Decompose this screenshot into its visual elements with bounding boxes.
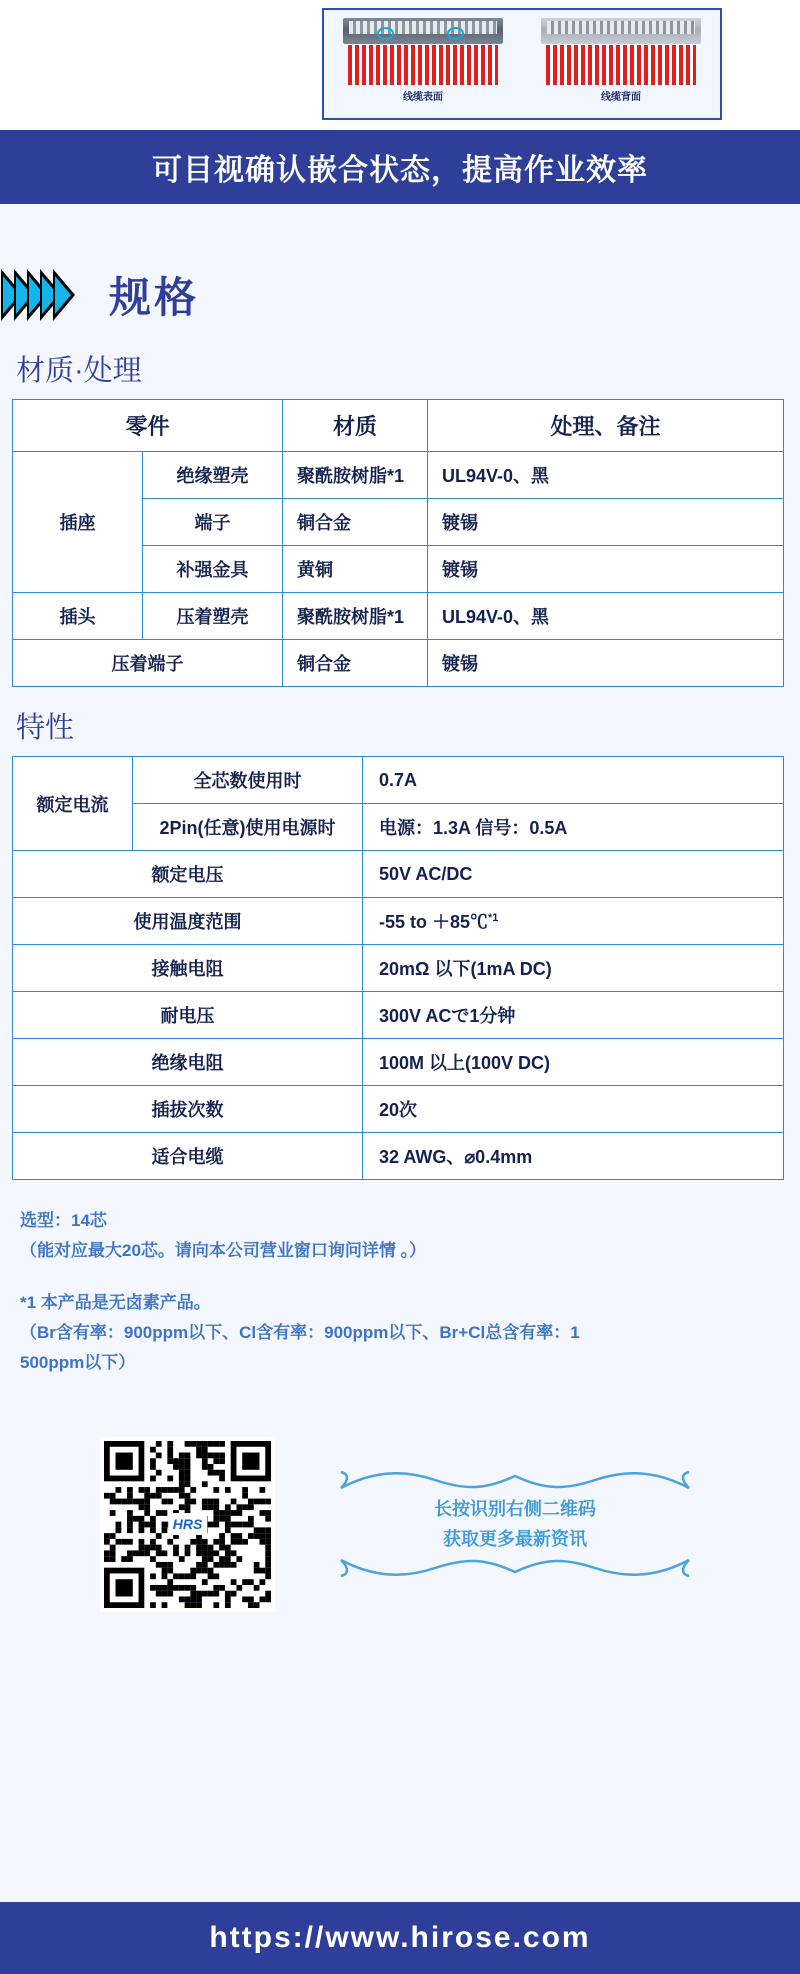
cell-value: 32 AWG、⌀0.4mm [363, 1133, 784, 1180]
table-row [13, 1039, 784, 1086]
spec-heading: 特性 [16, 712, 75, 744]
cell-treatment: 镀锡 [428, 640, 784, 687]
cell-value: 20mΩ 以下(1mA DC) [363, 945, 784, 992]
cell-label: 插拔次数 [13, 1086, 363, 1133]
cable-ribbon-back [546, 45, 696, 85]
column-header-part: 零件 [13, 400, 283, 452]
material-table [12, 399, 784, 687]
qr-code[interactable] [100, 1437, 275, 1612]
cell-material: 聚酰胺树脂*1 [283, 452, 428, 499]
cell-group: 插头 [13, 593, 143, 640]
table-row [13, 1086, 784, 1133]
connector-contacts [349, 21, 497, 34]
footer-bar [0, 1902, 800, 1974]
headline-banner [0, 130, 800, 204]
table-row [13, 757, 784, 804]
connector-back-caption: 线缆背面 [601, 92, 641, 103]
connector-front-view [338, 18, 508, 103]
latch-indicator-right-icon [447, 27, 464, 40]
notes-block [20, 1206, 776, 1378]
cell-value: 300V ACで1分钟 [363, 992, 784, 1039]
connector-contacts-back [547, 21, 695, 34]
cell-label: 接触电阻 [13, 945, 363, 992]
cell-material: 铜合金 [283, 640, 428, 687]
connector-back-view [536, 18, 706, 103]
chevron-group-icon [10, 269, 75, 321]
latch-indicator-left-icon [377, 27, 394, 40]
section-title: 规格 [109, 274, 200, 321]
cell-material: 黄铜 [283, 546, 428, 593]
cell-group: 压着端子 [13, 640, 283, 687]
cell-value [363, 898, 784, 945]
website-url[interactable]: https://www.hirose.com [209, 1921, 591, 1954]
decorative-swirl-bottom-icon [335, 1554, 695, 1580]
cell-group: 插座 [13, 452, 143, 593]
cell-value: 100M 以上(100V DC) [363, 1039, 784, 1086]
chevron-right-icon [53, 269, 75, 321]
table-row [13, 593, 784, 640]
note-line-selection: 选型：14芯 [20, 1211, 107, 1230]
notes-spacer [20, 1266, 776, 1288]
table-row [13, 851, 784, 898]
connector-housing-dark [343, 18, 503, 44]
cell-part: 绝缘塑壳 [143, 452, 283, 499]
qr-cta-line-2: 获取更多最新资讯 [443, 1529, 587, 1549]
table-row [13, 992, 784, 1039]
cell-sublabel: 2Pin(任意)使用电源时 [133, 804, 363, 851]
cell-value-text: -55 to ＋85℃ [379, 912, 489, 932]
product-image-panel [0, 0, 800, 130]
column-header-treatment: 处理、备注 [428, 400, 784, 452]
connector-housing-light [541, 18, 701, 44]
table-header-row [13, 400, 784, 452]
specifications-section-header [0, 260, 800, 330]
cell-treatment: UL94V-0、黑 [428, 452, 784, 499]
headline-text: 可目视确认嵌合状态，提高作业效率 [152, 154, 648, 187]
cell-label: 绝缘电阻 [13, 1039, 363, 1086]
table-row [13, 945, 784, 992]
cell-value: 20次 [363, 1086, 784, 1133]
cell-label: 额定电流 [13, 757, 133, 851]
cell-label: 耐电压 [13, 992, 363, 1039]
footnote-marker: *1 [488, 912, 499, 924]
qr-section [0, 1424, 800, 1624]
hrs-logo: HRS [168, 1513, 208, 1535]
cell-label: 适合电缆 [13, 1133, 363, 1180]
column-header-material: 材质 [283, 400, 428, 452]
table-row [13, 452, 784, 499]
product-image-card [322, 8, 722, 120]
table-row [13, 1133, 784, 1180]
qr-cta-line-1: 长按识别右侧二维码 [434, 1499, 596, 1519]
qr-code-pattern [104, 1441, 271, 1608]
note-line-halogen-detail-2: 500ppm以下） [20, 1353, 136, 1372]
cell-treatment: 镀锡 [428, 546, 784, 593]
cell-part: 端子 [143, 499, 283, 546]
material-heading: 材质·处理 [16, 355, 142, 387]
note-line-selection-detail: （能对应最大20芯。请向本公司营业窗口询问详情 。） [20, 1241, 427, 1260]
cell-material: 聚酰胺树脂*1 [283, 593, 428, 640]
cable-ribbon-front [348, 45, 498, 85]
cell-material: 铜合金 [283, 499, 428, 546]
cell-value: 0.7A [363, 757, 784, 804]
note-line-halogen-detail-1: （Br含有率：900ppm以下、Cl含有率：900ppm以下、Br+Cl总含有率：1 [20, 1323, 580, 1342]
cell-part: 补强金具 [143, 546, 283, 593]
decorative-swirl-top-icon [335, 1468, 695, 1494]
cell-sublabel: 全芯数使用时 [133, 757, 363, 804]
qr-call-to-action [335, 1468, 695, 1580]
table-row [13, 898, 784, 945]
cell-label: 使用温度范围 [13, 898, 363, 945]
connector-front-caption: 线缆表面 [403, 92, 443, 103]
cell-treatment: 镀锡 [428, 499, 784, 546]
note-line-halogen: *1 本产品是无卤素产品。 [20, 1293, 211, 1312]
table-row [13, 640, 784, 687]
cell-value: 电源：1.3A 信号：0.5A [363, 804, 784, 851]
specification-table [12, 756, 784, 1180]
cell-label: 额定电压 [13, 851, 363, 898]
cell-treatment: UL94V-0、黑 [428, 593, 784, 640]
cell-part: 压着塑壳 [143, 593, 283, 640]
cell-value: 50V AC/DC [363, 851, 784, 898]
